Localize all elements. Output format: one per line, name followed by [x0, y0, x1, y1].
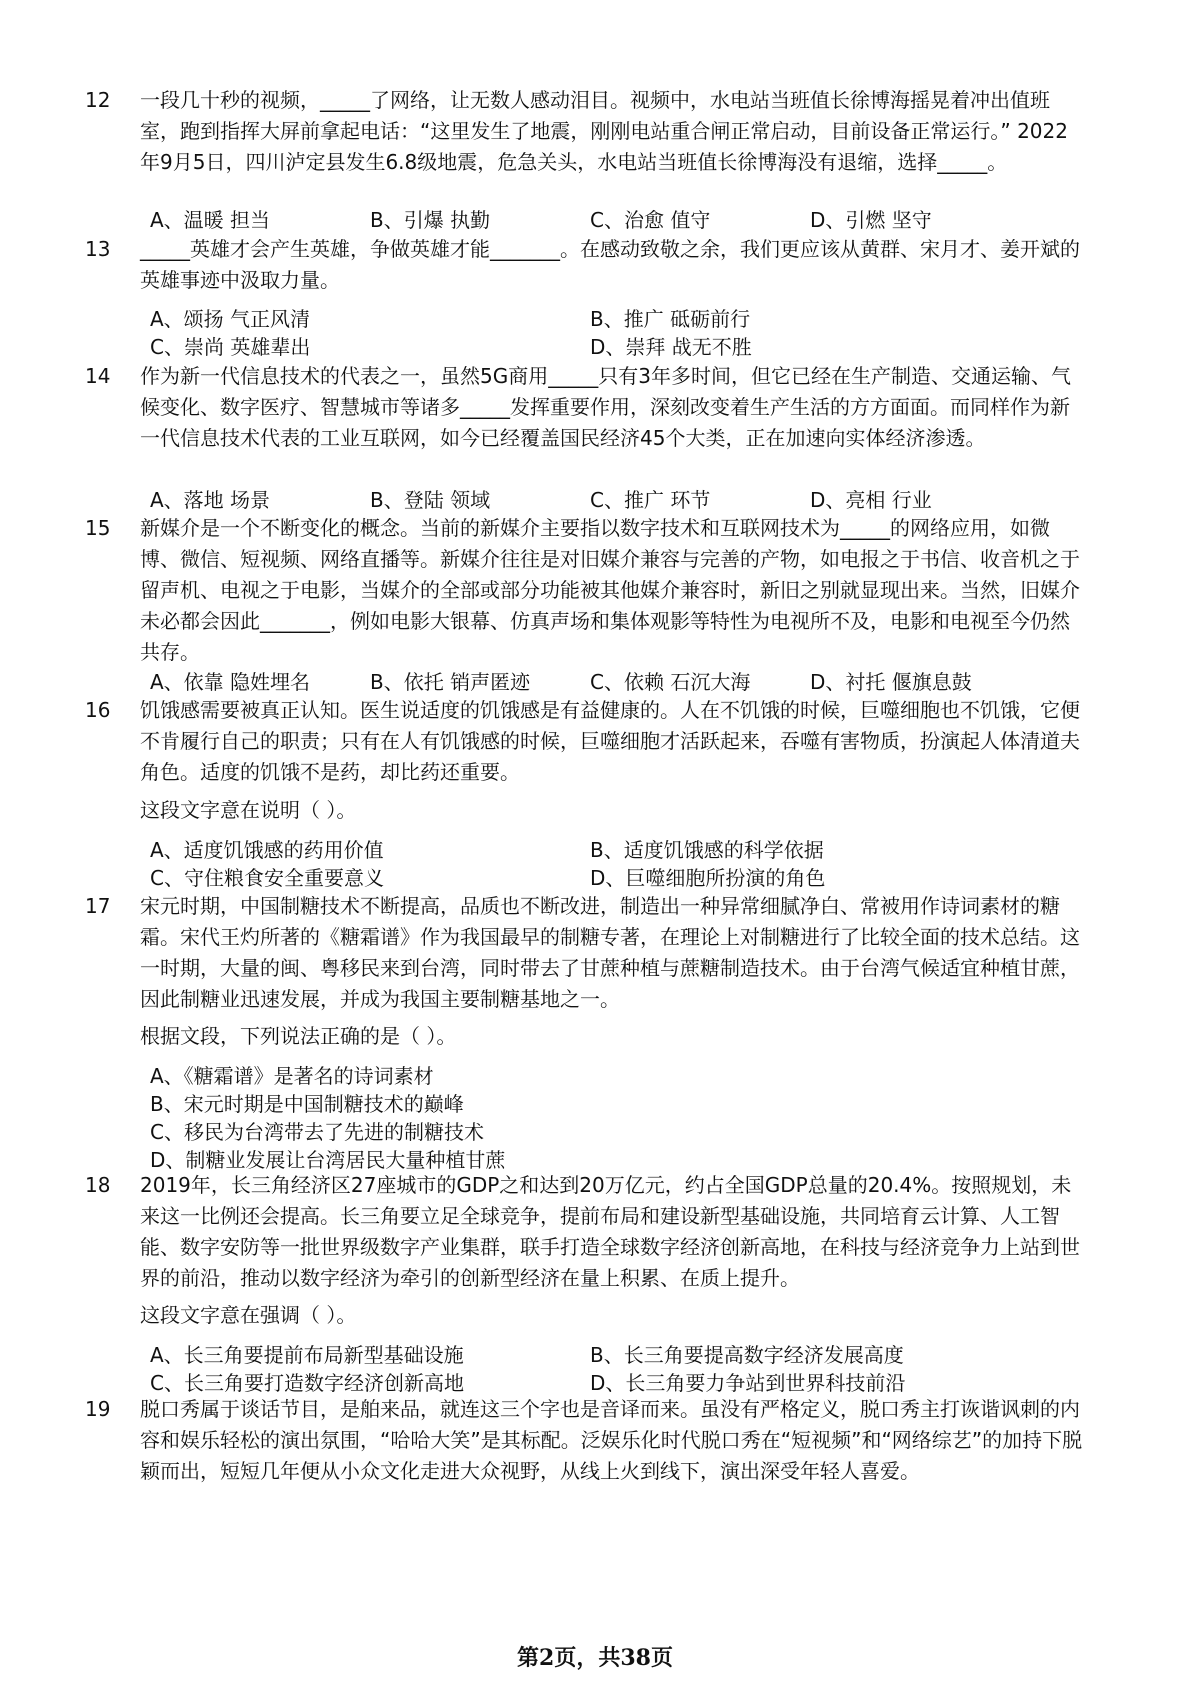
- option-b: B、宋元时期是中国制糖技术的巅峰: [150, 1092, 464, 1116]
- option-d: D、巨噬细胞所扮演的角色: [590, 866, 826, 890]
- option-d: D、衬托 偃旗息鼓: [810, 670, 972, 694]
- question-number: 12: [85, 88, 111, 112]
- question-prompt: 根据文段，下列说法正确的是（ ）。: [140, 1024, 457, 1048]
- option-a: A、适度饥饿感的药用价值: [150, 838, 384, 862]
- option-b: B、长三角要提高数字经济发展高度: [590, 1343, 904, 1367]
- question-number: 15: [85, 516, 111, 540]
- question-prompt: 这段文字意在说明（ ）。: [140, 798, 357, 822]
- option-c: C、崇尚 英雄辈出: [150, 335, 311, 359]
- option-a: A、温暖 担当: [150, 208, 271, 232]
- question-text: 作为新一代信息技术的代表之一，虽然5G商用_____只有3年多时间，但它已经在生产制造、交通运输、气候变化、数字医疗、智慧城市等诸多_____发挥重要作用，深刻改变着生产生活的方方面面。而同样作为新一代信息技术代表的工业互联网，如今已经覆盖国民经济45个大类，正在加速向实体经济渗透。: [140, 364, 1071, 450]
- option-c: C、守住粮食安全重要意义: [150, 866, 384, 890]
- option-d: D、制糖业发展让台湾居民大量种植甘蔗: [150, 1148, 506, 1172]
- question-text: 宋元时期，中国制糖技术不断提高，品质也不断改进，制造出一种异常细腻净白、常被用作诗词素材的糖霜。宋代王灼所著的《糖霜谱》作为我国最早的制糖专著，在理论上对制糖进行了比较全面的技术总结。这一时期，大量的闽、粤移民来到台湾，同时带去了甘蔗种植与蔗糖制造技术。由于台湾气候适宜种植甘蔗，因此制糖业迅速发展，并成为我国主要制糖基地之一。: [140, 894, 1080, 1011]
- option-b: B、适度饥饿感的科学依据: [590, 838, 824, 862]
- question-number: 17: [85, 894, 111, 918]
- option-c: C、依赖 石沉大海: [590, 670, 751, 694]
- option-c: C、治愈 值守: [590, 208, 711, 232]
- option-d: D、长三角要力争站到世界科技前沿: [590, 1371, 906, 1395]
- option-d: D、崇拜 战无不胜: [590, 335, 752, 359]
- option-c: C、移民为台湾带去了先进的制糖技术: [150, 1120, 484, 1144]
- question-text: _____英雄才会产生英雄，争做英雄才能_______。在感动致敬之余，我们更应该从黄群、宋月才、姜开斌的英雄事迹中汲取力量。: [140, 237, 1080, 292]
- option-d: D、引燃 坚守: [810, 208, 932, 232]
- option-a: A、《糖霜谱》是著名的诗词素材: [150, 1064, 434, 1088]
- question-text: 2019年，长三角经济区27座城市的GDP之和达到20万亿元，约占全国GDP总量的20.4%。按照规划，未来这一比例还会提高。长三角要立足全球竞争，提前布局和建设新型基础设施，共同培育云计算、人工智能、数字安防等一批世界级数字产业集群，联手打造全球数字经济创新高地，在科技与经济竞争力上站到世界的前沿，推动以数字经济为牵引的创新型经济在量上积累、在质上提升。: [140, 1173, 1080, 1290]
- question-text: 一段几十秒的视频，_____了网络，让无数人感动泪目。视频中，水电站当班值长徐博海摇晃着冲出值班室，跑到指挥大屏前拿起电话：“这里发生了地震，刚刚电站重合闸正常启动，目前设备正常运行。” 2022年9月5日，四川泸定县发生6.8级地震，危急关头，水电站当班值长徐博海没有退缩，选择_____。: [140, 88, 1068, 174]
- page-footer: 第2页，共38页: [517, 1645, 673, 1671]
- option-b: B、依托 销声匿迹: [370, 670, 531, 694]
- question-text: 饥饿感需要被真正认知。医生说适度的饥饿感是有益健康的。人在不饥饿的时候，巨噬细胞也不饥饿，它便不肯履行自己的职责；只有在人有饥饿感的时候，巨噬细胞才活跃起来，吞噬有害物质，扮演起人体清道夫角色。适度的饥饿不是药，却比药还重要。: [140, 698, 1080, 784]
- question-text: 新媒介是一个不断变化的概念。当前的新媒介主要指以数字技术和互联网技术为_____的网络应用，如微博、微信、短视频、网络直播等。新媒介往往是对旧媒介兼容与完善的产物，如电报之于书信、收音机之于留声机、电视之于电影，当媒介的全部或部分功能被其他媒介兼容时，新旧之别就显现出来。当然，旧媒介未必都会因此_______，例如电影大银幕、仿真声场和集体观影等特性为电视所不及，电影和电视至今仍然共存。: [140, 516, 1080, 664]
- option-c: C、推广 环节: [590, 488, 711, 512]
- option-a: A、落地 场景: [150, 488, 271, 512]
- option-b: B、引爆 执勤: [370, 208, 491, 232]
- option-a: A、依靠 隐姓埋名: [150, 670, 311, 694]
- question-number: 14: [85, 364, 111, 388]
- option-a: A、颂扬 气正风清: [150, 307, 311, 331]
- option-c: C、长三角要打造数字经济创新高地: [150, 1371, 464, 1395]
- question-number: 13: [85, 237, 111, 261]
- option-a: A、长三角要提前布局新型基础设施: [150, 1343, 464, 1367]
- question-number: 16: [85, 698, 111, 722]
- option-b: B、推广 砥砺前行: [590, 307, 751, 331]
- option-d: D、亮相 行业: [810, 488, 932, 512]
- option-b: B、登陆 领域: [370, 488, 491, 512]
- question-number: 18: [85, 1173, 111, 1197]
- question-prompt: 这段文字意在强调（ ）。: [140, 1303, 357, 1327]
- question-text: 脱口秀属于谈话节目，是舶来品，就连这三个字也是音译而来。虽没有严格定义，脱口秀主打诙谐讽刺的内容和娱乐轻松的演出氛围，“哈哈大笑”是其标配。泛娱乐化时代脱口秀在“短视频”和“网络综艺”的加持下脱颖而出，短短几年便从小众文化走进大众视野，从线上火到线下，演出深受年轻人喜爱。: [140, 1397, 1083, 1483]
- question-number: 19: [85, 1397, 111, 1421]
